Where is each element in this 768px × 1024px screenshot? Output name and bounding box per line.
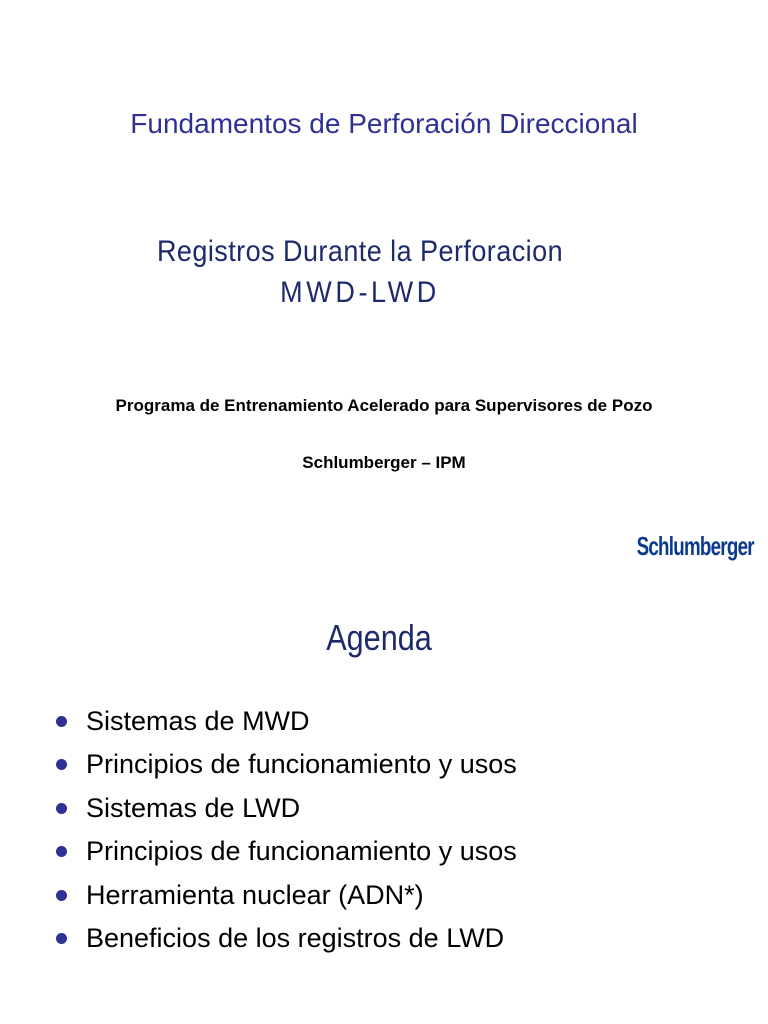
bullet-icon — [56, 803, 67, 814]
course-title: Fundamentos de Perforación Direccional — [130, 108, 638, 139]
agenda-title: Agenda — [326, 617, 432, 658]
bullet-icon — [56, 933, 67, 944]
agenda-item — [56, 830, 517, 873]
bullet-icon — [56, 890, 67, 901]
agenda-item-label: Sistemas de LWD — [86, 792, 301, 823]
program-name: Programa de Entrenamiento Acelerado para Supervisores de Pozo — [115, 396, 653, 415]
bullet-icon — [56, 716, 67, 727]
company-line: Schlumberger – IPM — [302, 453, 466, 472]
agenda-item-label: Sistemas de MWD — [86, 706, 310, 736]
main-title-line-1: Registros Durante la Perforacion — [156, 235, 564, 268]
schlumberger-logo: Schlumberger — [636, 531, 754, 561]
agenda-item-label: Herramienta nuclear (ADN*) — [86, 879, 424, 910]
agenda-item-label: Principios de funcionamiento y usos — [86, 836, 517, 867]
bullet-icon — [56, 759, 67, 770]
agenda-item-label: Principios de funcionamiento y usos — [86, 749, 517, 780]
agenda-item-label: Beneficios de los registros de LWD — [86, 922, 505, 953]
agenda-item — [56, 700, 517, 743]
agenda-slide — [0, 590, 768, 1024]
agenda-item — [56, 787, 517, 830]
bullet-icon — [56, 846, 67, 857]
agenda-item — [56, 874, 517, 917]
main-title-line-2: MWD-LWD — [280, 276, 440, 309]
agenda-item — [56, 743, 517, 786]
agenda-list — [56, 700, 517, 960]
agenda-item — [56, 917, 517, 960]
